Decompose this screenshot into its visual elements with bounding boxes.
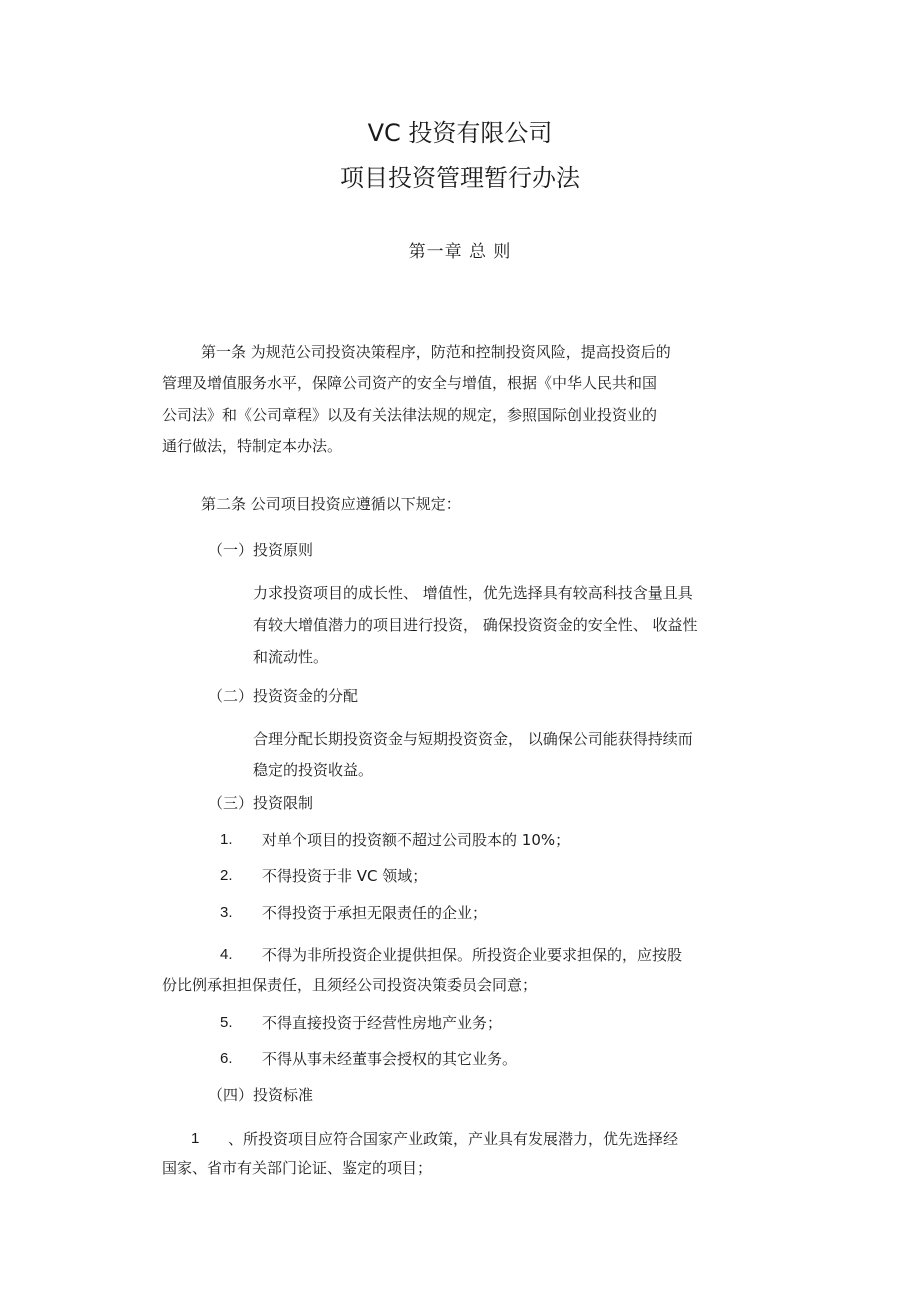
article-1-line-2: 管理及增值服务水平，保障公司资产的安全与增值，根据《中华人民共和国 — [162, 374, 658, 392]
section-2-heading: （二）投资资金的分配 — [208, 687, 359, 705]
section-1-line-3: 和流动性。 — [253, 648, 329, 666]
section-4-heading: （四）投资标准 — [208, 1086, 314, 1104]
section-2-line-2: 稳定的投资收益。 — [253, 761, 374, 779]
article-1-line-1: 第一条 为规范公司投资决策程序，防范和控制投资风险，提高投资后的 — [201, 343, 671, 361]
standard-line-2: 国家、省市有关部门论证、鉴定的项目； — [162, 1159, 433, 1177]
restriction-text: 不得从事未经董事会授权的其它业务。 — [262, 1050, 518, 1068]
restriction-number: 6. — [220, 1050, 233, 1067]
restriction-text: 不得投资于承担无限责任的企业； — [262, 904, 488, 922]
section-1-heading: （一）投资原则 — [208, 541, 314, 559]
section-1-line-1: 力求投资项目的成长性、 增值性，优先选择具有较高科技含量且具 — [253, 584, 693, 602]
standard-line-1: 、所投资项目应符合国家产业政策，产业具有发展潜力，优先选择经 — [228, 1130, 679, 1148]
document-title-regulation: 项目投资管理暂行办法 — [340, 164, 580, 192]
section-2-line-1: 合理分配长期投资资金与短期投资资金， 以确保公司能获得持续而 — [253, 730, 693, 748]
restriction-text: 不得投资于非 VC 领域； — [262, 867, 428, 885]
article-1-line-3: 公司法》和《公司章程》以及有关法律法规的规定，参照国际创业投资业的 — [162, 406, 658, 424]
restriction-number: 5. — [220, 1014, 233, 1031]
article-2-heading: 第二条 公司项目投资应遵循以下规定： — [201, 495, 461, 513]
article-1-line-4: 通行做法，特制定本办法。 — [162, 437, 343, 455]
restriction-number: 1. — [220, 831, 233, 848]
restriction-text: 不得直接投资于经营性房地产业务； — [262, 1014, 503, 1032]
restriction-text: 不得为非所投资企业提供担保。所投资企业要求担保的，应按股 — [262, 946, 683, 964]
section-3-heading: （三）投资限制 — [208, 794, 314, 812]
standard-number: 1 — [191, 1130, 200, 1147]
restriction-text-continued: 份比例承担担保责任，且须经公司投资决策委员会同意； — [162, 976, 538, 994]
restriction-number: 4. — [220, 946, 233, 963]
restriction-number: 3. — [220, 904, 233, 921]
chapter-heading: 第一章 总 则 — [408, 242, 512, 262]
restriction-text: 对单个项目的投资额不超过公司股本的 10%； — [262, 831, 571, 849]
section-1-line-2: 有较大增值潜力的项目进行投资， 确保投资资金的安全性、 收益性 — [253, 616, 698, 634]
document-title-company: VC 投资有限公司 — [367, 119, 553, 147]
restriction-number: 2. — [220, 867, 233, 884]
